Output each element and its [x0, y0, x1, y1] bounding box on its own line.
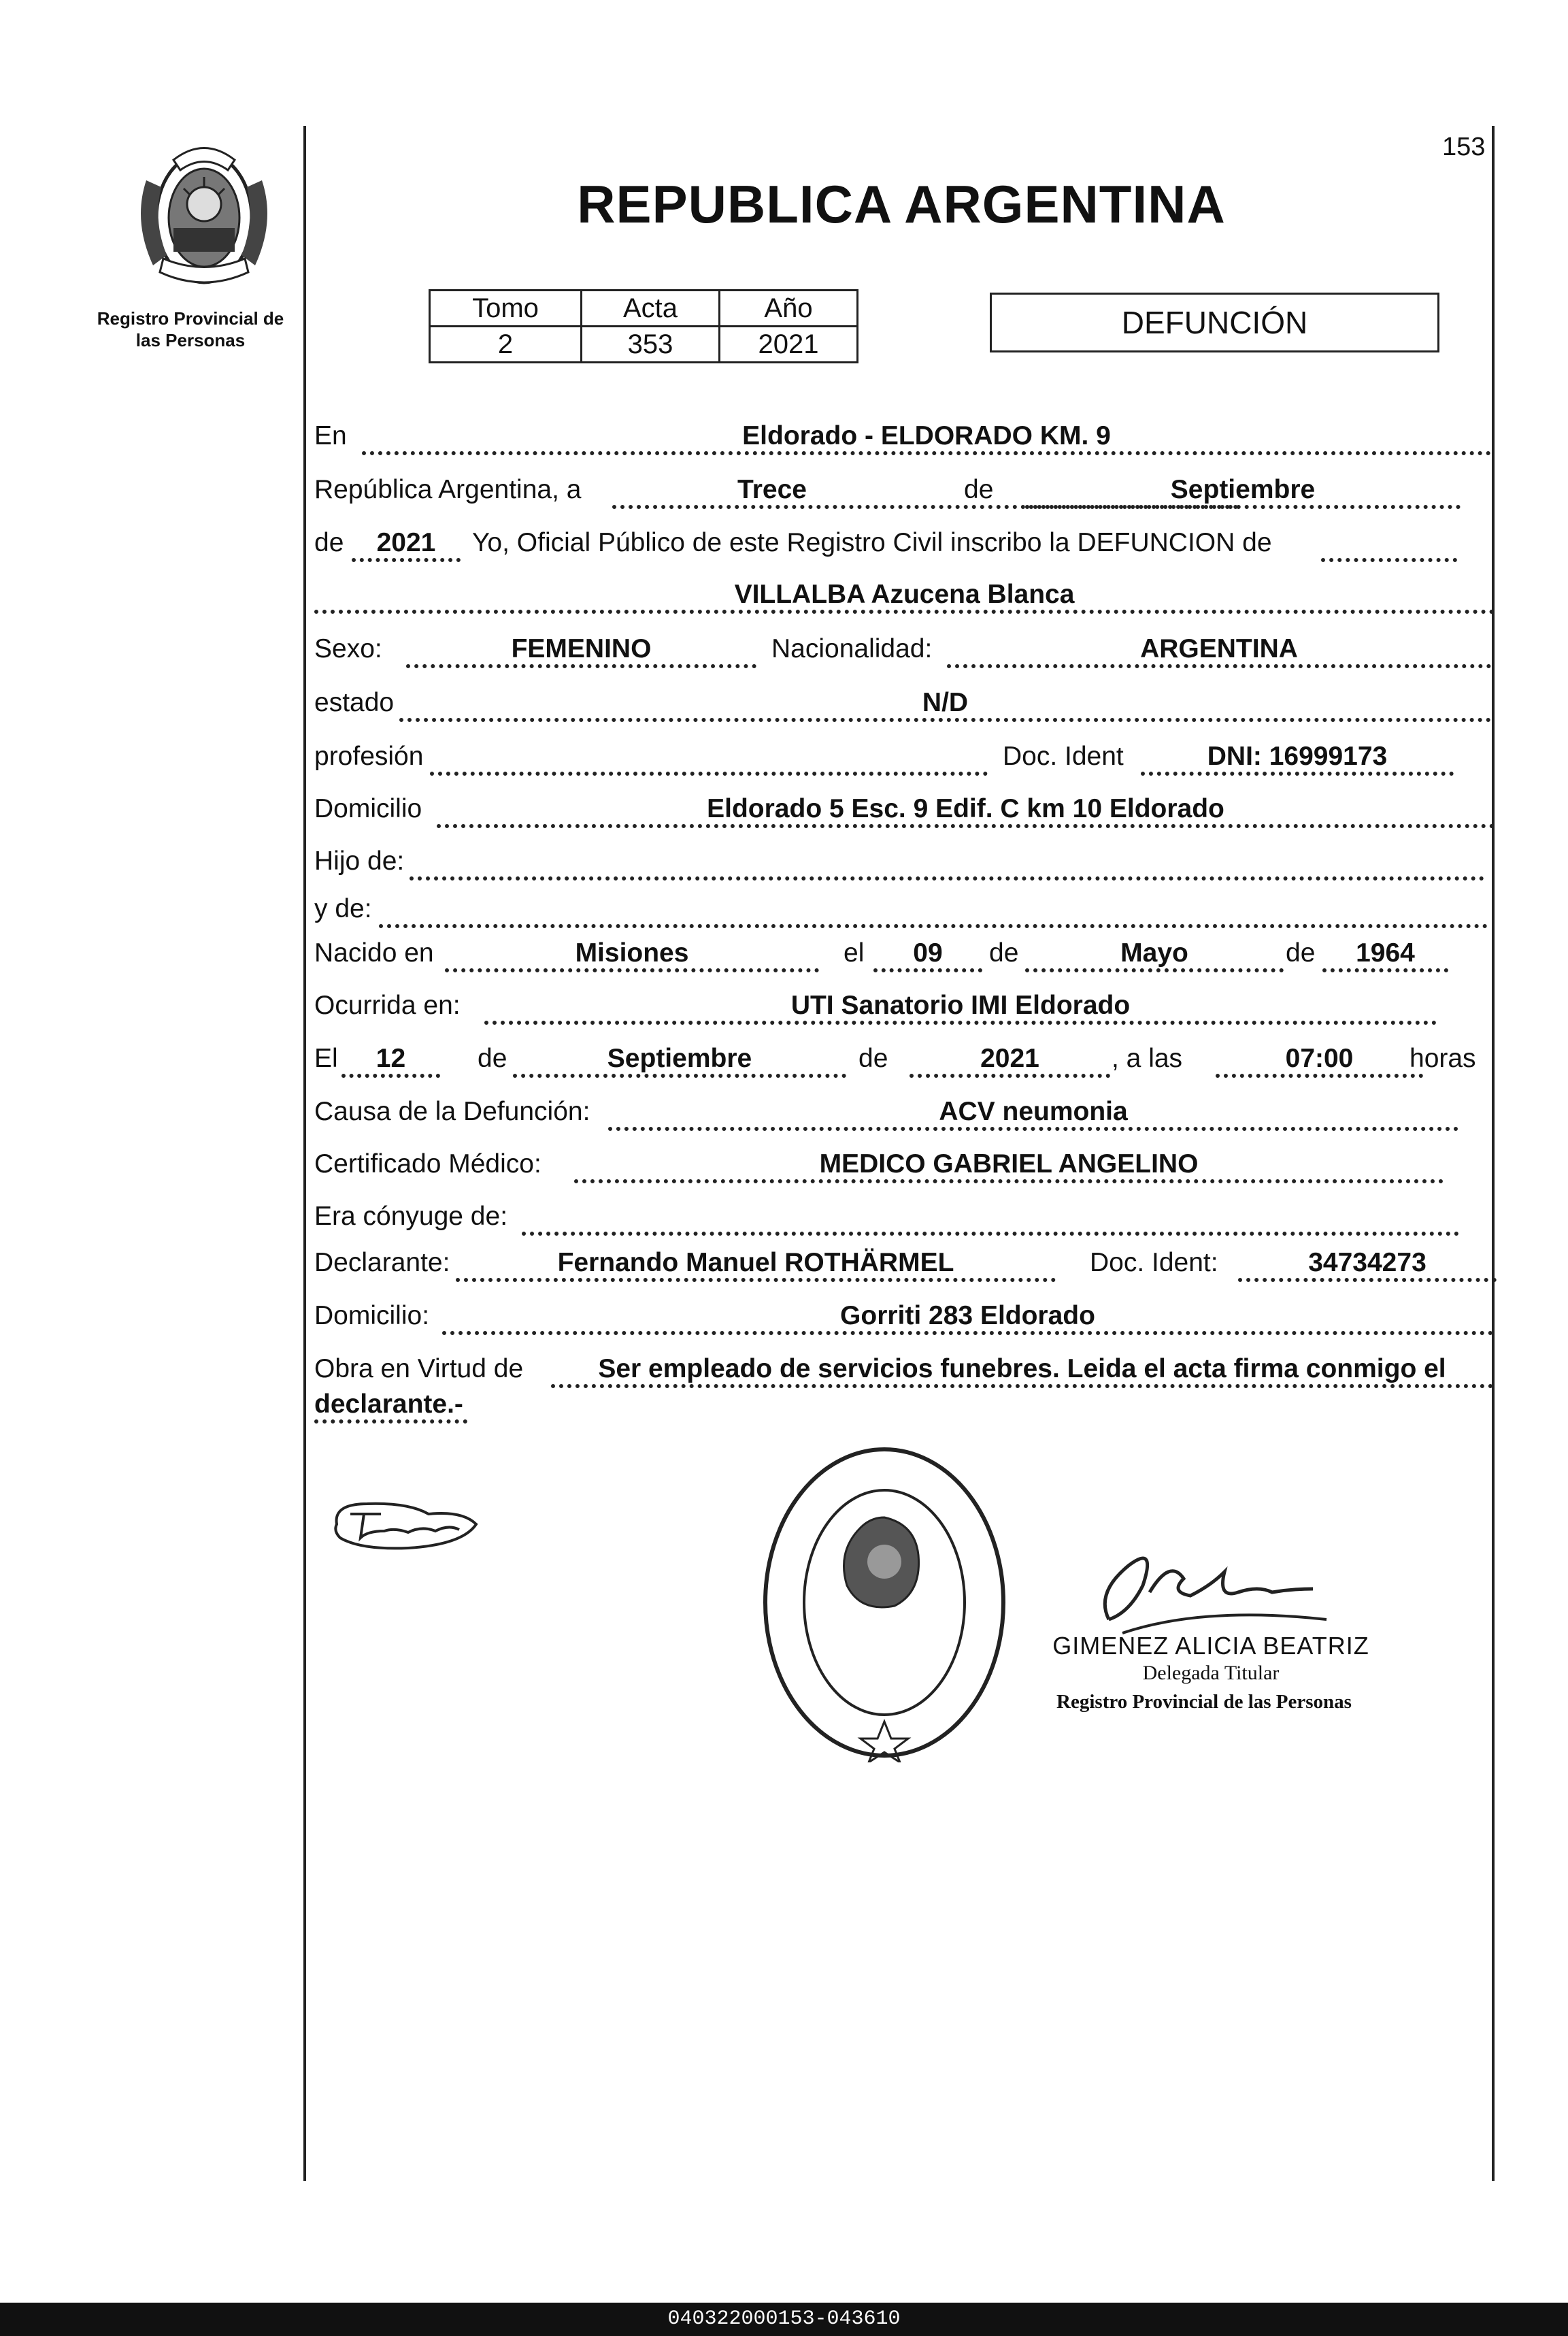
label-en: En: [314, 421, 347, 450]
label-certificado: Certificado Médico:: [314, 1149, 541, 1179]
field-nombre: VILLALBA Azucena Blanca: [314, 577, 1495, 614]
field-nacido-mes: Mayo: [1025, 936, 1284, 972]
label-estado: estado: [314, 688, 395, 717]
issuer-line-2: las Personas: [135, 330, 246, 350]
barcode-footer: 040322000153-043610: [0, 2303, 1568, 2336]
field-declarante-domicilio: Gorriti 283 Eldorado: [442, 1298, 1493, 1335]
field-lugar: Eldorado - ELDORADO KM. 9: [362, 418, 1491, 455]
field-nacido-anio: 1964: [1322, 936, 1448, 972]
official-org: Registro Provincial de las Personas: [1056, 1691, 1352, 1713]
field-nacido-dia: 09: [873, 936, 982, 972]
field-mes: Septiembre: [1025, 472, 1461, 509]
table-value-acta: 353: [582, 327, 720, 363]
label-nacionalidad: Nacionalidad:: [771, 634, 933, 663]
record-type-box: [990, 293, 1439, 352]
label-de-nacido-mes: de: [989, 938, 1019, 968]
label-conyuge: Era cónyuge de:: [314, 1202, 508, 1231]
field-dia-text: Trece: [737, 475, 807, 504]
declarant-signature: [327, 1483, 497, 1558]
label-el-upper: El: [314, 1044, 338, 1073]
official-signature: [1068, 1531, 1340, 1640]
field-estado: N/D: [399, 685, 1491, 722]
left-margin-line: [303, 126, 306, 2181]
field-declarante: Fernando Manuel ROTHÄRMEL: [456, 1245, 1056, 1282]
field-nacido-lugar: Misiones: [445, 936, 819, 972]
table-header-anio: Año: [720, 291, 858, 327]
label-de-fallecio-anio: de: [858, 1044, 888, 1073]
field-sexo: FEMENINO: [406, 631, 756, 668]
provincial-coat-of-arms: [119, 139, 289, 296]
label-doc-ident: Doc. Ident: [1003, 742, 1124, 771]
label-doc-ident-declarante: Doc. Ident:: [1090, 1248, 1218, 1277]
field-y-de: [379, 891, 1488, 928]
field-obra-line2: declarante.-: [314, 1387, 467, 1424]
field-fallecio-dia: 12: [341, 1041, 440, 1078]
label-yo: Yo, Oficial Público de este Registro Civil inscribo la DEFUNCION de: [472, 528, 1272, 557]
field-declarante-doc: 34734273: [1238, 1245, 1497, 1282]
issuer-line-1: Registro Provincial de: [97, 308, 284, 329]
right-margin-line: [1492, 126, 1495, 2181]
field-conyuge: [522, 1199, 1459, 1236]
field-nacionalidad: ARGENTINA: [947, 631, 1491, 668]
table-header-acta: Acta: [582, 291, 720, 327]
label-de: de: [964, 475, 994, 504]
official-name: GIMENEZ ALICIA BEATRIZ: [1052, 1632, 1369, 1660]
label-domicilio-declarante: Domicilio:: [314, 1301, 430, 1330]
label-el-lower: el: [844, 938, 865, 968]
official-role: Delegada Titular: [1142, 1662, 1280, 1684]
table-value-anio: 2021: [720, 327, 858, 363]
label-sexo: Sexo:: [314, 634, 382, 663]
tomo-acta-anio-table: [429, 289, 858, 363]
label-de-anio: de: [314, 528, 344, 557]
table-value-tomo: 2: [430, 327, 582, 363]
label-domicilio: Domicilio: [314, 794, 422, 823]
label-republica: República Argentina, a: [314, 475, 582, 504]
page-number: 153: [1442, 133, 1486, 161]
field-ocurrida: UTI Sanatorio IMI Eldorado: [484, 988, 1437, 1025]
label-de-nacido-anio: de: [1286, 938, 1316, 968]
field-anio: 2021: [352, 525, 461, 562]
field-yo-tail: [1321, 525, 1457, 562]
field-doc-ident: DNI: 16999173: [1141, 739, 1454, 776]
label-hijo-de: Hijo de:: [314, 846, 405, 876]
label-obra: Obra en Virtud de: [314, 1354, 524, 1383]
field-profesion: [430, 739, 988, 776]
field-domicilio: Eldorado 5 Esc. 9 Edif. C km 10 Eldorado: [437, 791, 1495, 828]
label-y-de: y de:: [314, 894, 372, 923]
label-horas: horas: [1409, 1044, 1476, 1073]
label-causa: Causa de la Defunción:: [314, 1097, 590, 1126]
field-hora: 07:00: [1216, 1041, 1423, 1078]
field-causa: ACV neumonia: [608, 1094, 1458, 1131]
label-a-las: , a las: [1112, 1044, 1183, 1073]
table-header-tomo: Tomo: [430, 291, 582, 327]
field-fallecio-anio: 2021: [910, 1041, 1110, 1078]
label-profesion: profesión: [314, 742, 424, 771]
official-stamp: [758, 1443, 1010, 1762]
label-de-fallecio-mes: de: [478, 1044, 507, 1073]
document-title: REPUBLICA ARGENTINA: [577, 174, 1226, 234]
label-declarante: Declarante:: [314, 1248, 450, 1277]
field-obra-line1: Ser empleado de servicios funebres. Leida el acta firma conmigo el: [551, 1351, 1493, 1388]
record-type-label: DEFUNCIÓN: [1121, 305, 1308, 340]
label-nacido-en: Nacido en: [314, 938, 434, 968]
field-fallecio-mes: Septiembre: [513, 1041, 846, 1078]
field-hijo-de: [410, 844, 1484, 881]
issuer-name: [88, 308, 293, 351]
label-ocurrida-en: Ocurrida en:: [314, 991, 461, 1020]
field-certificado: MEDICO GABRIEL ANGELINO: [574, 1147, 1444, 1183]
